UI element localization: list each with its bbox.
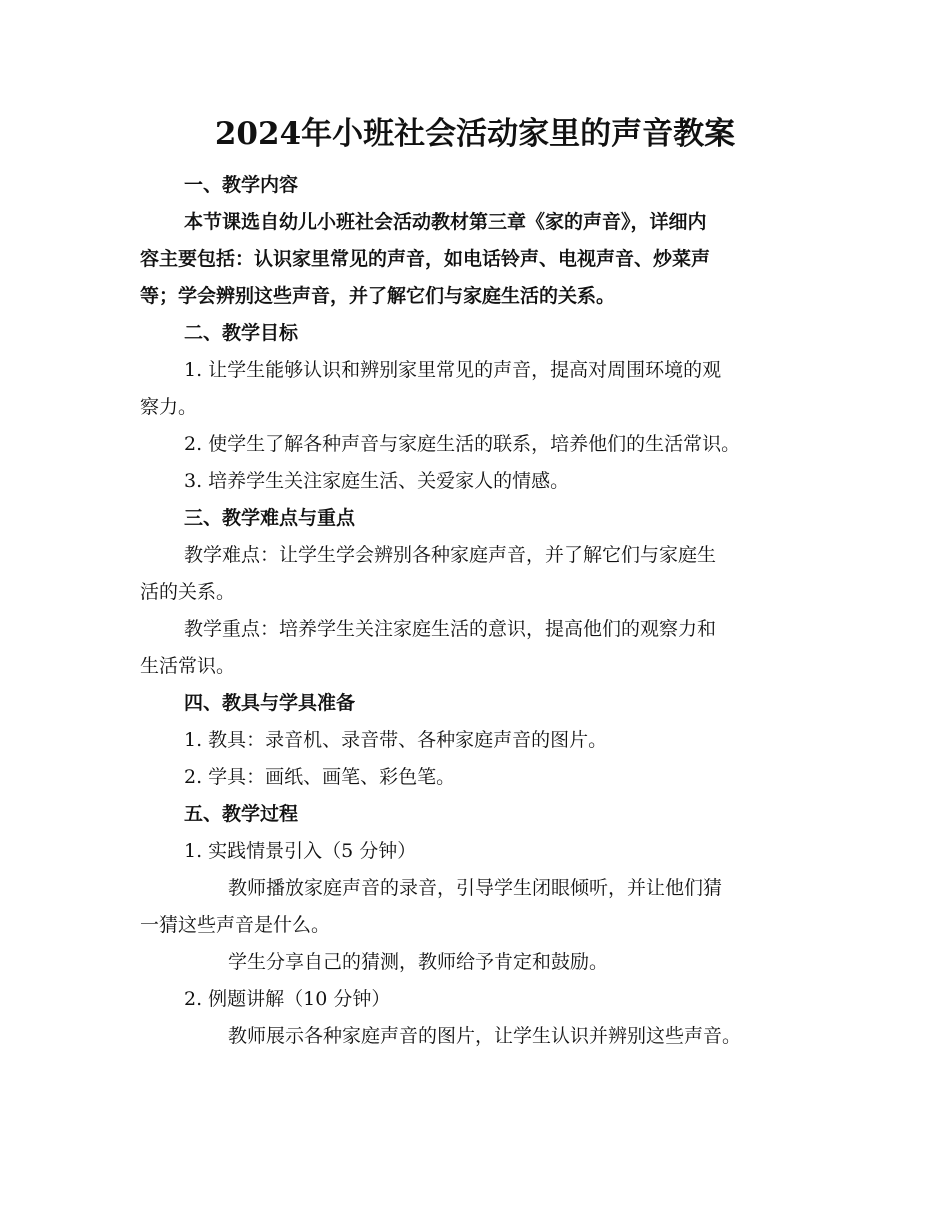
step-1-paragraph-2: 学生分享自己的猜测，教师给予肯定和鼓励。 xyxy=(228,951,609,973)
section-heading-process: 五、教学过程 xyxy=(184,803,299,825)
content-line-3: 等；学会辨别这些声音，并了解它们与家庭生活的关系。 xyxy=(140,285,616,307)
objective-1-line-2: 察力。 xyxy=(140,396,198,418)
document-title: 2024年小班社会活动家里的声音教案 xyxy=(214,116,736,152)
difficulty-line-1: 教学难点：让学生学会辨别各种家庭声音，并了解它们与家庭生 xyxy=(184,544,717,566)
key-point-line-1: 教学重点：培养学生关注家庭生活的意识，提高他们的观察力和 xyxy=(184,618,717,640)
content-line-2: 容主要包括：认识家里常见的声音，如电话铃声、电视声音、炒菜声 xyxy=(140,248,711,270)
objective-2: 2. 使学生了解各种声音与家庭生活的联系，培养他们的生活常识。 xyxy=(184,433,741,455)
process-step-1: 1. 实践情景引入（5 分钟） xyxy=(184,840,417,862)
section-heading-difficulty: 三、教学难点与重点 xyxy=(184,507,356,529)
process-step-2: 2. 例题讲解（10 分钟） xyxy=(184,988,391,1010)
step-1-paragraph-line-1: 教师播放家庭声音的录音，引导学生闭眼倾听，并让他们猜 xyxy=(228,877,723,899)
section-heading-objectives: 二、教学目标 xyxy=(184,322,299,344)
key-point-line-2: 生活常识。 xyxy=(140,655,236,677)
section-heading-materials: 四、教具与学具准备 xyxy=(184,692,356,714)
section-heading-content: 一、教学内容 xyxy=(184,174,299,196)
materials-teacher: 1. 教具：录音机、录音带、各种家庭声音的图片。 xyxy=(184,729,608,751)
step-1-paragraph-line-2: 一猜这些声音是什么。 xyxy=(140,914,331,936)
objective-1-line-1: 1. 让学生能够认识和辨别家里常见的声音，提高对周围环境的观 xyxy=(184,359,722,381)
step-2-paragraph: 教师展示各种家庭声音的图片，让学生认识并辨别这些声音。 xyxy=(228,1025,742,1047)
materials-student: 2. 学具：画纸、画笔、彩色笔。 xyxy=(184,766,456,788)
difficulty-line-2: 活的关系。 xyxy=(140,581,236,603)
content-line-1: 本节课选自幼儿小班社会活动教材第三章《家的声音》，详细内 xyxy=(184,211,707,233)
objective-3: 3. 培养学生关注家庭生活、关爱家人的情感。 xyxy=(184,470,570,492)
